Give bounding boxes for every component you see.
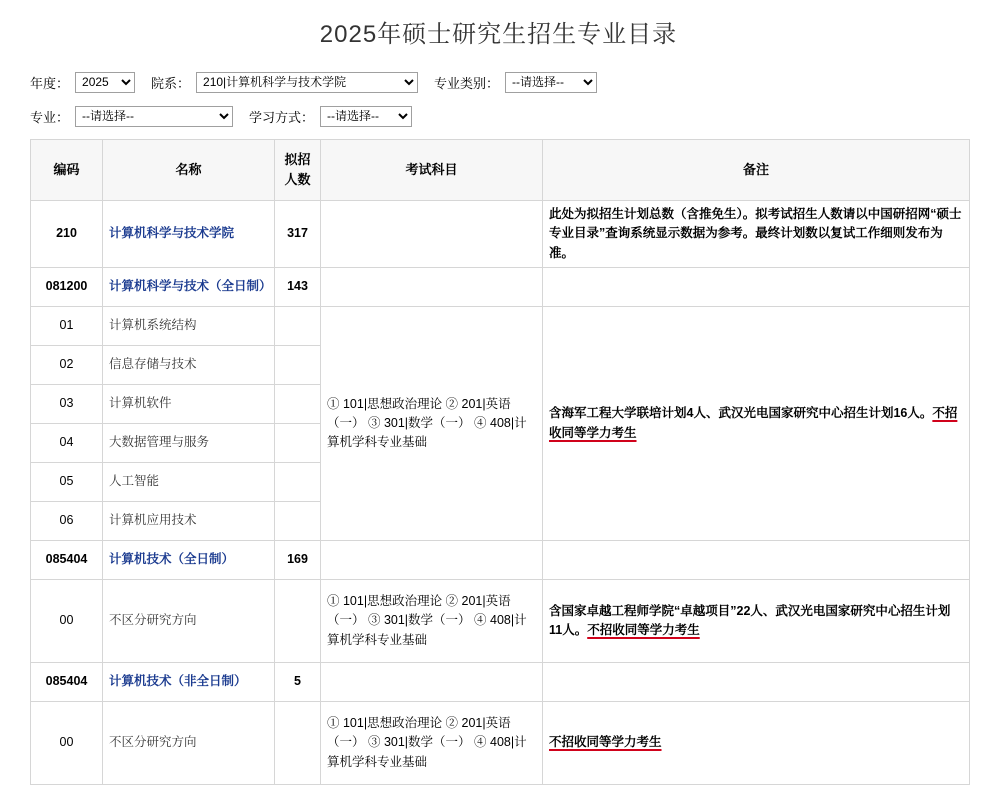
catalog-table	[30, 139, 970, 785]
note-underlined-text: 不招收同等学力考生	[587, 623, 700, 638]
cell-code: 210	[31, 201, 103, 268]
cell-plan	[275, 580, 321, 663]
cell-name: 计算机科学与技术（全日制）	[103, 268, 275, 307]
cell-name: 不区分研究方向	[103, 702, 275, 785]
cell-name: 计算机科学与技术学院	[103, 201, 275, 268]
table-row	[31, 268, 970, 307]
department-label: 院系：	[151, 75, 191, 91]
cell-code: 05	[31, 463, 103, 502]
cell-plan	[275, 502, 321, 541]
page-title: 2025年硕士研究生招生专业目录	[319, 21, 678, 48]
cell-plan	[275, 463, 321, 502]
table-header	[31, 140, 970, 201]
cell-subjects: ① 101|思想政治理论 ② 201|英语（一） ③ 301|数学（一） ④ 408|计算机学科专业基础	[321, 580, 543, 663]
cell-code: 081200	[31, 268, 103, 307]
cell-plan: 317	[275, 201, 321, 268]
cell-name: 大数据管理与服务	[103, 424, 275, 463]
year-label: 年度：	[30, 75, 70, 91]
cell-plan	[275, 385, 321, 424]
cell-plan: 5	[275, 663, 321, 702]
cell-subjects: ① 101|思想政治理论 ② 201|英语（一） ③ 301|数学（一） ④ 408|计算机学科专业基础	[321, 702, 543, 785]
note-underlined-text: 不招收同等学力考生	[549, 735, 662, 750]
cell-note: 此处为拟招生计划总数（含推免生）。拟考试招生人数请以中国研招网“硕士专业目录”查询系统显示数据为参考。最终计划数以复试工作细则发布为准。	[543, 201, 970, 268]
note-underlined-text: 不招收同等学力考生	[549, 406, 958, 440]
cell-name: 计算机应用技术	[103, 502, 275, 541]
table-row	[31, 201, 970, 268]
study-mode-select[interactable]	[320, 106, 412, 127]
cell-plan	[275, 307, 321, 346]
cell-code: 00	[31, 580, 103, 663]
department-select[interactable]	[196, 72, 418, 93]
cell-code: 06	[31, 502, 103, 541]
cell-note	[543, 663, 970, 702]
filter-panel	[30, 71, 997, 127]
cell-subjects-merged: ① 101|思想政治理论 ② 201|英语（一） ③ 301|数学（一） ④ 408|计算机学科专业基础	[321, 307, 543, 541]
year-select[interactable]	[75, 72, 135, 93]
major-select[interactable]	[75, 106, 233, 127]
cell-code: 085404	[31, 663, 103, 702]
cell-name: 计算机技术（全日制）	[103, 541, 275, 580]
header-plan-line2: 人数	[284, 172, 311, 187]
header-code: 编码	[31, 140, 103, 201]
major-label: 专业：	[30, 109, 70, 125]
cell-note	[543, 702, 970, 785]
cell-name: 计算机软件	[103, 385, 275, 424]
table-row	[31, 541, 970, 580]
cell-plan: 169	[275, 541, 321, 580]
table-row	[31, 663, 970, 702]
cell-note	[543, 580, 970, 663]
cell-name: 计算机系统结构	[103, 307, 275, 346]
major-type-select[interactable]	[505, 72, 597, 93]
table-row	[31, 580, 970, 663]
header-plan	[275, 140, 321, 201]
cell-name: 信息存储与技术	[103, 346, 275, 385]
table-header-row	[31, 140, 970, 201]
cell-subjects	[321, 201, 543, 268]
table-body	[31, 201, 970, 785]
cell-name: 计算机技术（非全日制）	[103, 663, 275, 702]
cell-code: 01	[31, 307, 103, 346]
cell-note	[543, 268, 970, 307]
cell-code: 03	[31, 385, 103, 424]
cell-subjects	[321, 663, 543, 702]
major-type-label: 专业类别：	[434, 75, 500, 91]
cell-subjects	[321, 268, 543, 307]
note-plain-text: 含国家卓越工程师学院“卓越项目”22人、武汉光电国家研究中心招生计划11人。	[549, 603, 951, 638]
study-mode-label: 学习方式：	[249, 109, 315, 125]
cell-note-merged	[543, 307, 970, 541]
cell-code: 00	[31, 702, 103, 785]
header-subjects: 考试科目	[321, 140, 543, 201]
cell-plan	[275, 346, 321, 385]
header-note: 备注	[543, 140, 970, 201]
cell-name: 不区分研究方向	[103, 580, 275, 663]
filter-row-2	[30, 105, 997, 127]
cell-plan: 143	[275, 268, 321, 307]
cell-note	[543, 541, 970, 580]
cell-code: 085404	[31, 541, 103, 580]
cell-plan	[275, 424, 321, 463]
cell-code: 02	[31, 346, 103, 385]
cell-subjects	[321, 541, 543, 580]
note-plain-text: 含海军工程大学联培计划4人、武汉光电国家研究中心招生计划16人。	[549, 406, 933, 421]
header-plan-line1: 拟招	[284, 151, 311, 167]
cell-code: 04	[31, 424, 103, 463]
table-row	[31, 702, 970, 785]
cell-plan	[275, 702, 321, 785]
cell-name: 人工智能	[103, 463, 275, 502]
table-row	[31, 307, 970, 346]
filter-row-1	[30, 71, 997, 93]
header-name: 名称	[103, 140, 275, 201]
